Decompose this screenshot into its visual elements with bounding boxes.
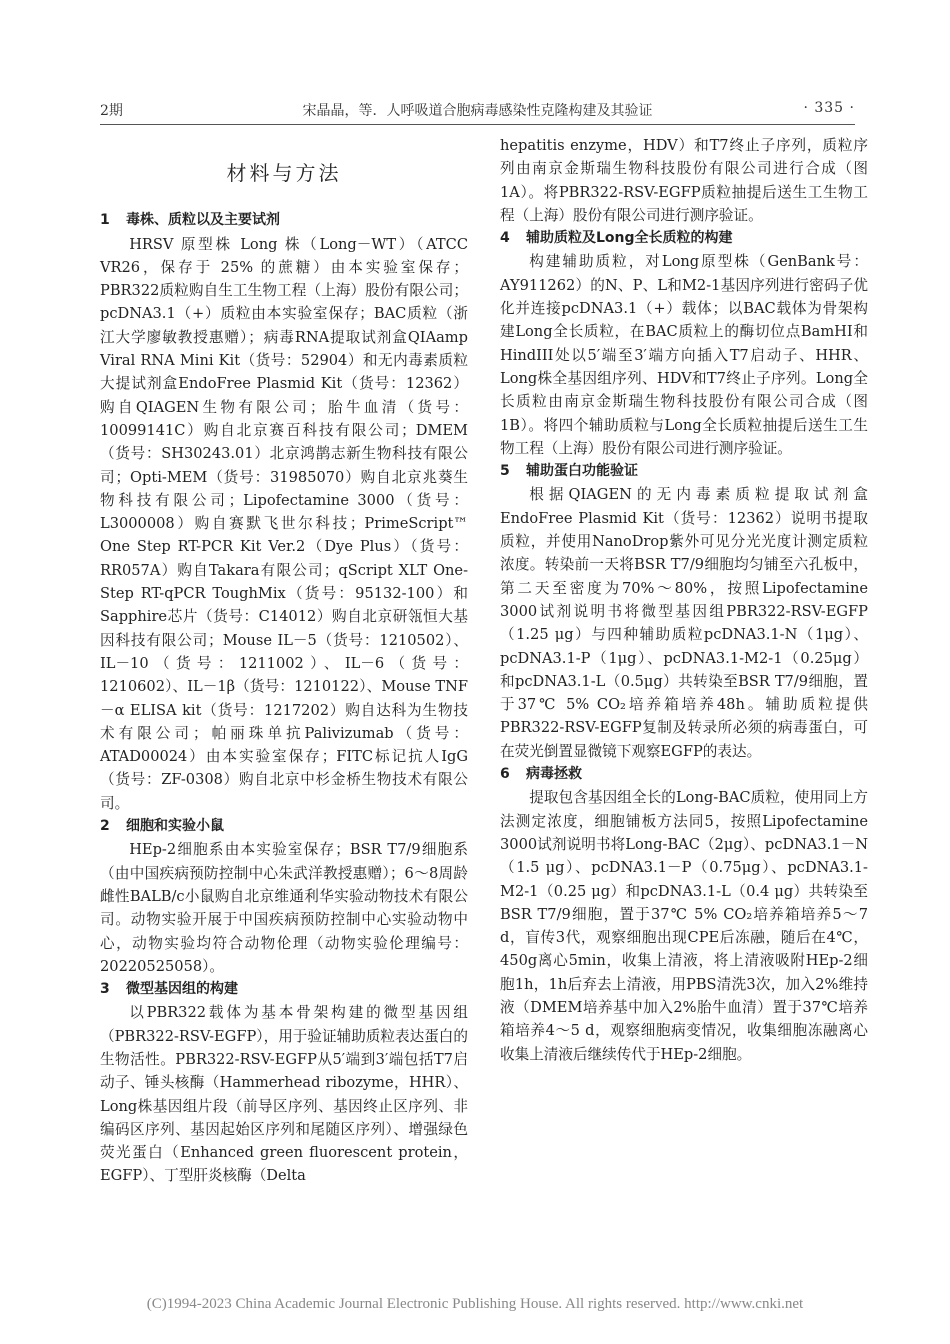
paragraph-2: HEp-2细胞系由本实验室保存；BSR T7/9细胞系（由中国疾病预防控制中心朱武洋教授惠赠）；6～8周龄雌性BALB/c小鼠购自北京维通利华实验动物技术有限公司。动物实验开展于中国疾病预防控制中心实验动物中心，动物实验均符合动物伦理（动物实验伦理编号：20220525058）。: [100, 841, 468, 975]
header-rule: [100, 124, 855, 125]
paragraph-6: 提取包含基因组全长的Long-BAC质粒，使用同上方法测定浓度，细胞铺板方法同5，按照Lipofectamine 3000试剂说明书将Long-BAC（2μg）、pcDNA3.1－N（1.5 μg）、pcDNA3.1－P（0.75μg）、pcDNA3.1-M2-1（0.25 μg）和pcDNA3.1-L（0.4 μg）共转染至BSR T7/9细胞，置于37℃ 5% CO₂培养箱培养5～7 d，盲传3代，观察细胞出现CPE后冻融，随后在4℃，450g离心5min，收集上清液，将上清液吸附HEp-2细胞1h，1h后弃去上清液，用PBS清洗3次，加入2%维持液（DMEM培养基中加入2%胎牛血清）置于37℃培养箱培养4～5 d，观察细胞病变情况，收集细胞冻融离心收集上清液后继续传代于HEp-2细胞。: [500, 789, 868, 1063]
left-column: [100, 134, 468, 1188]
heading-number: 4: [500, 230, 510, 247]
running-title: 宋晶晶，等．人呼吸道合胞病毒感染性克隆构建及其验证: [302, 103, 653, 119]
heading-text: 微型基因组的构建: [126, 981, 238, 998]
right-column: [500, 134, 868, 1066]
heading-1: [100, 209, 468, 232]
heading-number: 5: [500, 463, 510, 480]
issue-label: 2期: [100, 103, 123, 119]
paragraph-4: 构建辅助质粒，对Long原型株（GenBank号：AY911262）的N、P、L和M2-1基因序列进行密码子优化并连接pcDNA3.1（+）载体；以BAC载体为骨架构建Long全长质粒，在BAC质粒上的酶切位点BamHI和HindIII处以5′端至3′端方向插入T7启动子、HHR、Long株全基因组序列、HDV和T7终止子序列。Long全长质粒由南京金斯瑞生物科技股份有限公司合成（图1B）。将四个辅助质粒与Long全长质粒抽提后送生工生物工程（上海）股份有限公司进行测序验证。: [500, 253, 868, 457]
section-title: 材料与方法: [226, 161, 342, 185]
heading-4: [500, 227, 868, 250]
heading-2: [100, 815, 468, 838]
heading-number: 3: [100, 981, 110, 998]
paragraph-1: HRSV 原型株 Long 株（Long－WT）（ATCC VR26，保存于 25% 的蔗糖）由本实验室保存；PBR322质粒购自生工生物工程（上海）股份有限公司；pcDNA3.1（+）质粒由本实验室保存；BAC质粒（浙江大学廖敏教授惠赠）；病毒RNA提取试剂盒QIAamp Viral RNA Mini Kit（货号：52904）和无内毒素质粒大提试剂盒EndoFree Plasmid Kit（货号：12362）购自QIAGEN生物有限公司；胎牛血清（货号：10099141C）购自北京赛百科技有限公司；DMEM（货号：SH30243.01）北京鸿鹊志新生物科技有限公司；Opti-MEM（货号：31985070）购自北京兆葵生物科技有限公司；Lipofectamine 3000（货号：L3000008）购自赛默飞世尔科技；PrimeScript™ One Step RT-PCR Kit Ver.2（Dye Plus）（货号：RR057A）购自Takara有限公司；qScript XLT One-Step RT-qPCR ToughMix（货号：95132-100）和Sapphire芯片（货号：C14012）购自北京研瓴恒大基因科技有限公司；Mouse IL－5（货号：1210502）、IL－10（货号：1211002）、IL－6（货号：1210602）、IL－1β（货号：1210122）、Mouse TNF－α ELISA kit（货号：1217202）购自达科为生物技术有限公司；帕丽珠单抗Palivizumab（货号：ATAD00024）由本实验室保存；FITC标记抗人IgG（货号：ZF-0308）购自北京中杉金桥生物技术有限公司。: [100, 235, 468, 812]
copyright-footer: (C)1994-2023 China Academic Journal Electronic Publishing House. All rights reserved. http://www.cnki.net: [146, 1296, 804, 1312]
paragraph-3-continued: hepatitis enzyme，HDV）和T7终止子序列，质粒序列由南京金斯瑞生物科技股份有限公司进行合成（图1A）。将PBR322-RSV-EGFP质粒抽提后送生工生物工程（上海）股份有限公司进行测序验证。: [500, 137, 868, 224]
heading-3: [100, 978, 468, 1001]
heading-text: 辅助质粒及Long全长质粒的构建: [526, 230, 733, 247]
running-header: [100, 100, 855, 122]
heading-text: 辅助蛋白功能验证: [526, 463, 638, 480]
page-number: · 335 ·: [803, 100, 855, 116]
heading-number: 2: [100, 818, 110, 835]
heading-number: 6: [500, 766, 510, 783]
heading-5: [500, 460, 868, 483]
heading-text: 毒株、质粒以及主要试剂: [126, 212, 280, 229]
heading-number: 1: [100, 212, 110, 229]
paragraph-3: 以PBR322载体为基本骨架构建的微型基因组（PBR322-RSV-EGFP），用于验证辅助质粒表达蛋白的生物活性。PBR322-RSV-EGFP从5′端到3′端包括T7启动子、锤头核酶（Hammerhead ribozyme，HHR）、Long株基因组片段（前导区序列、基因终止区序列、非编码区序列、基因起始区序列和尾随区序列）、增强绿色荧光蛋白（Enhanced green fluorescent protein，EGFP）、丁型肝炎核酶（Delta: [100, 1004, 468, 1185]
heading-text: 细胞和实验小鼠: [126, 818, 224, 835]
paragraph-5: 根据QIAGEN的无内毒素质粒提取试剂盒EndoFree Plasmid Kit（货号：12362）说明书提取质粒，并使用NanoDrop紫外可见分光光度计测定质粒浓度。转染前一天将BSR T7/9细胞均匀铺至六孔板中，第二天至密度为70%～80%，按照Lipofectamine 3000试剂说明书将微型基因组PBR322-RSV-EGFP（1.25 μg）与四种辅助质粒pcDNA3.1-N（1μg）、pcDNA3.1-P（1μg）、pcDNA3.1-M2-1（0.25μg）和pcDNA3.1-L（0.5μg）共转染至BSR T7/9细胞，置于37℃ 5% CO₂培养箱培养48h。辅助质粒提供PBR322-RSV-EGFP复制及转录所必须的病毒蛋白，可在荧光倒置显微镜下观察EGFP的表达。: [500, 486, 868, 760]
heading-text: 病毒拯救: [526, 766, 582, 783]
heading-6: [500, 763, 868, 786]
